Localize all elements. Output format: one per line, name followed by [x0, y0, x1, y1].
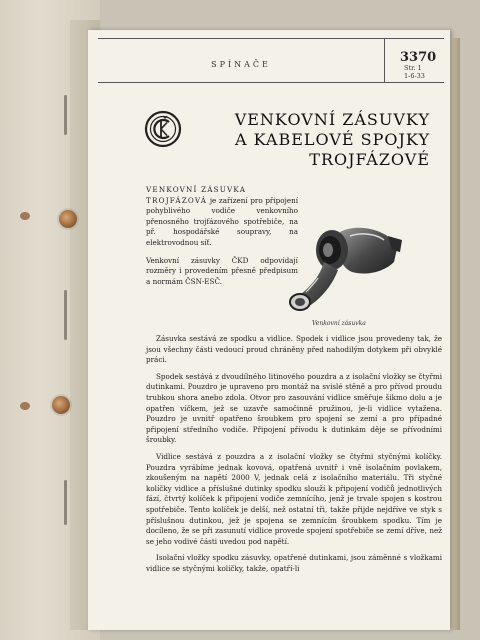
intro-heading: VENKOVNÍ ZÁSUVKA [146, 185, 247, 194]
page-number: Str. 1 [404, 64, 422, 72]
binder-slot [64, 95, 67, 135]
document-number: 3370 [400, 50, 437, 65]
binder-slot [64, 290, 67, 340]
illustration-caption: Venkovní zásuvka [312, 320, 366, 327]
title-line: TROJFÁZOVÉ [309, 150, 430, 169]
body-paragraph: Zásuvka sestává ze spodku a vidlice. Spodek i vidlice jsou provedeny tak, že jsou všechny části vedoucí proud chráněny před nahodilým dotykem při obvyklé práci. [146, 334, 442, 365]
header-rule [98, 82, 444, 83]
binder-rivet [52, 396, 70, 414]
outdoor-socket-illustration [280, 222, 406, 318]
ckd-logo-icon [144, 110, 182, 148]
intro-paragraph: je zařízení pro připojení pohyblivého vodiče venkovního přenosného trojfázového spotřebiče, na př. hospodářské soupravy, na elektrovodnou síť. [146, 195, 298, 247]
title-line: A KABELOVÉ SPOJKY [234, 130, 430, 149]
header-rule [98, 38, 444, 39]
intro-text [146, 185, 298, 294]
body-paragraph: Spodek sestává z dvoudílného litinového pouzdra a z isolační vložky se čtyřmi dutinkami. Pouzdro je upraveno pro montáž na svislé stěně a pro přívod proudu trubkou shora anebo zdola. Otvor pro zasouvání vidlice směřuje šikmo dolu a je opatřen víčkem, jež se uzavře samočinně pružinou, je-li vidlice vytažena. Pouzdro je uvnitř opatřeno šroubkem pro spojení se zemí a pro případné připojení středního vodiče. Připojení přívodu k dutinkám děje se přívodními šroubky. [146, 371, 442, 445]
intro-paragraph: Venkovní zásuvky ČKD odpovídají rozměry i provedením přesně předpisum a normám ČSN-ESČ. [146, 255, 298, 286]
binder-slot [64, 480, 67, 525]
binder-hole [20, 402, 30, 410]
page-stack-edge [450, 38, 460, 630]
header-divider [384, 38, 385, 82]
body-text [146, 334, 442, 580]
document-title [190, 110, 430, 170]
document-date: 1-6-33 [404, 72, 425, 80]
binder-hole [20, 212, 30, 220]
binder-rivet [59, 210, 77, 228]
body-paragraph: Vidlice sestává z pouzdra a z isolační vložky se čtyřmi styčnými kolíčky. Pouzdra vyrábíme jednak kovová, opatřená uvnitř i vně isolačním povlakem, zkoušeným na napětí 2000 V, jednak celá z isolačního materiálu. Tři styčné kolíčky vidlice a příslušné dutinky spodku slouží k připojení vodičů jednotlivých fází, čtvrtý kolíček k připojení vodiče zemnícího, jenž je trvale spojen s kostrou spotřebiče. Tento kolíček je delší, než ostatní tři, takže přijde nejdříve ve styk s příslušnou dutinkou, jež je spojena se zemnícím šroubkem spodku. Tím je docíleno, že se při zasunutí vidlice provede spojení spotřebiče se zemí dříve, než se jeho vodivé části uvedou pod napětí. [146, 451, 442, 546]
title-line: VENKOVNÍ ZÁSUVKY [234, 110, 430, 129]
section-title: SPÍNAČE [211, 60, 271, 69]
document-page [88, 30, 450, 630]
body-paragraph: Isolační vložky spodku zásuvky, opatřené dutinkami, jsou záměnné s vložkami vidlice se styčnými kolíčky, takže, opatří-li [146, 553, 442, 573]
intro-heading: TROJFÁZOVÁ [146, 195, 208, 205]
